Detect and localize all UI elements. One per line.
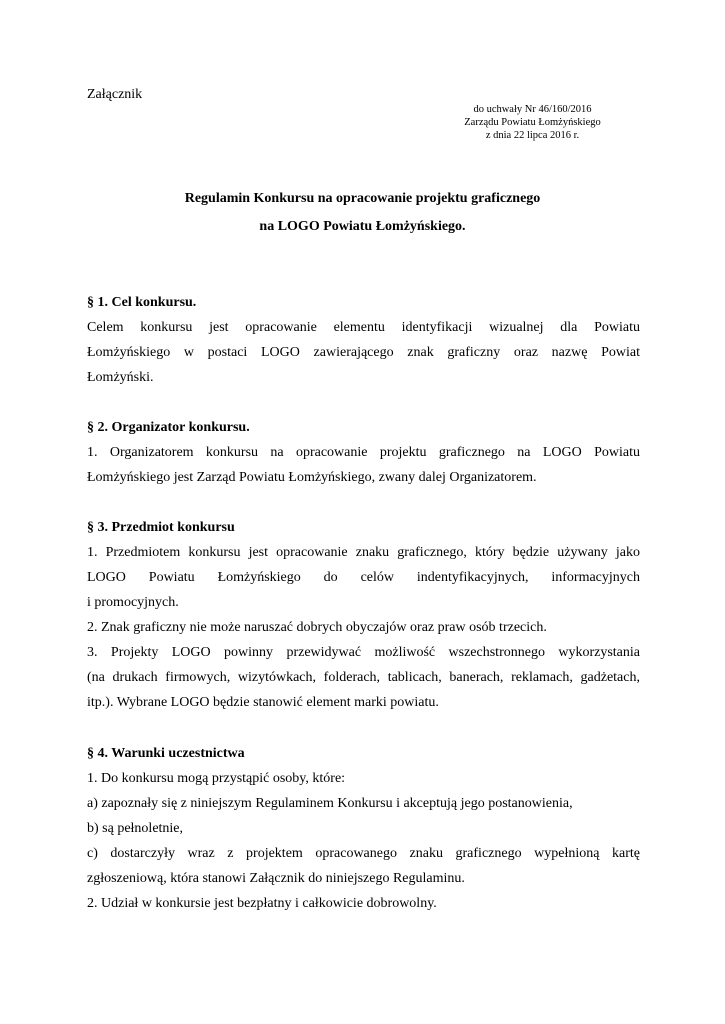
paragraph-line: Łomżyński. [87, 370, 154, 385]
section-4 [87, 741, 640, 916]
paragraph-line: 3. Projekty LOGO powinny przewidywać możliwość wszechstronnego wykorzystania [87, 645, 640, 660]
reference-resolution-number: do uchwały Nr 46/160/2016 [473, 104, 592, 115]
paragraph-line: Łomżyńskiego w postaci LOGO zawierającego znak graficzny oraz nazwę Powiat [87, 345, 640, 360]
section-1 [87, 290, 640, 390]
paragraph-line: 1. Przedmiotem konkursu jest opracowanie znaku graficznego, który będzie używany jako [87, 545, 640, 560]
reference-date: z dnia 22 lipca 2016 r. [485, 130, 580, 141]
section-3 [87, 515, 640, 715]
paragraph-line: itp.). Wybrane LOGO będzie stanowić element marki powiatu. [87, 695, 439, 710]
document-title-line2: na LOGO Powiatu Łomżyńskiego. [259, 219, 466, 234]
paragraph-line: i promocyjnych. [87, 595, 179, 610]
paragraph-line: LOGO Powiatu Łomżyńskiego do celów indentyfikacyjnych, informacyjnych [87, 570, 640, 585]
paragraph-line: a) zapoznały się z niniejszym Regulaminem Konkursu i akceptują jego postanowienia, [87, 796, 573, 811]
paragraph-line: 2. Znak graficzny nie może naruszać dobrych obyczajów oraz praw osób trzecich. [87, 620, 547, 635]
paragraph-line: 2. Udział w konkursie jest bezpłatny i całkowicie dobrowolny. [87, 896, 437, 911]
paragraph-line: (na drukach firmowych, wizytówkach, folderach, tablicach, banerach, reklamach, gadżetach, [87, 670, 640, 685]
paragraph-line: Łomżyńskiego jest Zarząd Powiatu Łomżyńskiego, zwany dalej Organizatorem. [87, 470, 537, 485]
paragraph-line: b) są pełnoletnie, [87, 821, 184, 836]
paragraph-line: 1. Do konkursu mogą przystąpić osoby, które: [87, 771, 346, 786]
paragraph-line: 1. Organizatorem konkursu na opracowanie projektu graficznego na LOGO Powiatu [87, 445, 640, 460]
section-heading: § 4. Warunki uczestnictwa [87, 746, 245, 761]
section-heading: § 3. Przedmiot konkursu [87, 520, 235, 535]
paragraph-line: Celem konkursu jest opracowanie elementu identyfikacji wizualnej dla Powiatu [87, 320, 640, 335]
reference-board: Zarządu Powiatu Łomżyńskiego [464, 117, 601, 128]
document-title-line1: Regulamin Konkursu na opracowanie projektu graficznego [184, 191, 541, 206]
paragraph-line: c) dostarczyły wraz z projektem opracowanego znaku graficznego wypełnioną kartę [87, 846, 640, 861]
section-heading: § 1. Cel konkursu. [87, 295, 197, 310]
attachment-label: Załącznik [87, 87, 143, 102]
section-2 [87, 415, 640, 490]
section-heading: § 2. Organizator konkursu. [87, 420, 250, 435]
paragraph-line: zgłoszeniową, która stanowi Załącznik do niniejszego Regulaminu. [87, 871, 465, 886]
